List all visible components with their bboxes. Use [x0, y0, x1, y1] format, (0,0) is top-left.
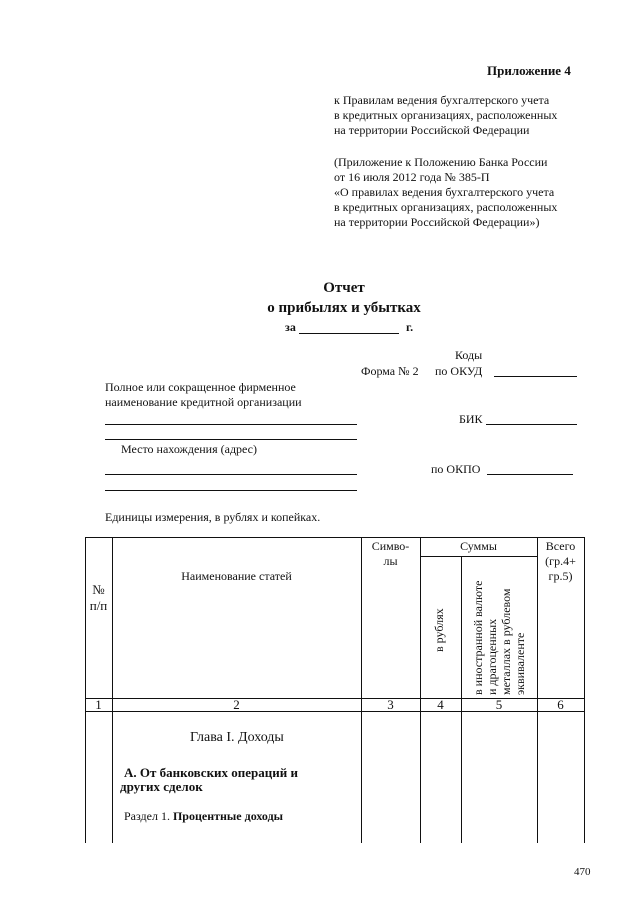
org-name-label-1: Полное или сокращенное фирменное	[105, 380, 296, 394]
col-index-1: 1	[95, 697, 102, 712]
col-total-header-3: гр.5)	[548, 569, 573, 583]
section-1-heading	[124, 809, 283, 824]
org-name-line-1	[105, 424, 357, 425]
org-name-line-2	[105, 439, 357, 440]
appendix-note-5: на территории Российской Федерации»)	[334, 215, 540, 229]
col-index-3: 3	[387, 697, 394, 712]
chapter-heading	[190, 730, 284, 746]
report-subtitle: о прибылях и убытках	[267, 300, 421, 316]
section-a-line-1: А. От банковских операций и	[124, 765, 299, 780]
org-name-label-2: наименование кредитной организации	[105, 395, 302, 409]
col-symbols-header-1: Симво-	[371, 539, 410, 553]
appendix-line-2: в кредитных организациях, расположенных	[334, 108, 558, 122]
section-a-line-2: других сделок	[120, 779, 203, 794]
col-index-4: 4	[437, 697, 444, 712]
col-total-header-2: (гр.4+	[545, 554, 576, 568]
section-1-name: Процентные доходы	[172, 809, 284, 823]
address-line-1	[105, 474, 357, 475]
address-line-2	[105, 490, 357, 491]
appendix-note-2: от 16 июля 2012 года № 385-П	[334, 170, 490, 184]
col-sums-header: Суммы	[460, 539, 497, 553]
chapter-title: Глава I. Доходы	[190, 730, 284, 745]
units-label: Единицы измерения, в рублях и копейках.	[105, 510, 321, 524]
col-foreign-header-1: в иностранной валюте	[471, 580, 485, 695]
period-prefix: за	[285, 320, 296, 334]
col-number-header-1: №	[92, 582, 105, 597]
appendix-note-3: «О правилах ведения бухгалтерского учета	[334, 185, 555, 199]
col-foreign-header-3: металлах в рублевом	[499, 588, 513, 695]
appendix-note-4: в кредитных организациях, расположенных	[334, 200, 558, 214]
col-index-6: 6	[557, 697, 564, 712]
okud-label: по ОКУД	[435, 364, 483, 378]
appendix-title: Приложение 4	[487, 63, 571, 78]
okud-field-line	[494, 376, 577, 377]
page-number: 470	[574, 866, 591, 878]
period-suffix: г.	[406, 320, 414, 334]
col-symbols-header-2: лы	[383, 554, 398, 568]
bik-field-line	[486, 424, 577, 425]
appendix-line-3: на территории Российской Федерации	[334, 123, 530, 137]
appendix-note-1: (Приложение к Положению Банка России	[334, 155, 548, 169]
okpo-field-line	[487, 474, 573, 475]
report-title: Отчет	[323, 280, 365, 296]
col-foreign-header-4: эквиваленте	[513, 632, 527, 695]
col-name-header: Наименование статей	[181, 569, 292, 583]
form-number: Форма № 2	[361, 364, 419, 378]
col-foreign-header-2: и драгоценных	[485, 618, 499, 695]
col-number-header-2: п/п	[89, 598, 108, 613]
section-1-prefix: Раздел 1.	[124, 809, 170, 823]
col-index-2: 2	[233, 697, 240, 712]
appendix-line-1: к Правилам ведения бухгалтерского учета	[334, 93, 550, 107]
col-index-5: 5	[495, 697, 503, 712]
period-field-line	[299, 333, 399, 334]
address-label: Место нахождения (адрес)	[121, 442, 258, 456]
col-rub-header: в рублях	[432, 608, 446, 652]
okpo-label: по ОКПО	[431, 462, 481, 476]
col-total-header-1: Всего	[545, 539, 576, 553]
codes-header: Коды	[455, 348, 483, 362]
bik-label: БИК	[459, 412, 483, 426]
